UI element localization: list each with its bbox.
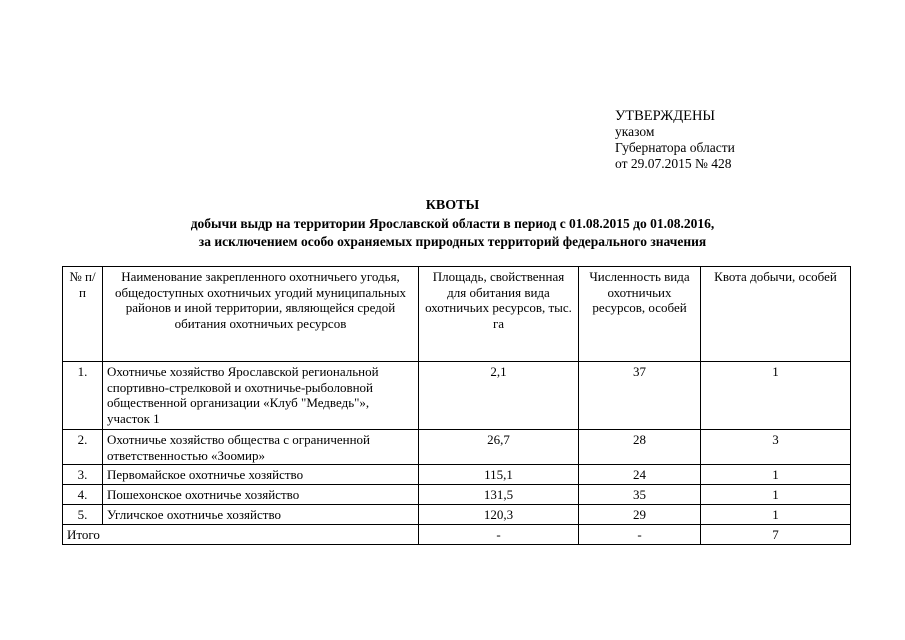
row-count: 29 xyxy=(579,505,701,525)
row-quota: 1 xyxy=(701,505,851,525)
row-name: Охотничье хозяйство Ярославской региональной спортивно-стрелковой и охотничье-рыболовной общественной организации «Клуб "Медведь"», участок 1 xyxy=(103,362,419,430)
table-header-row xyxy=(63,267,851,362)
total-quota: 7 xyxy=(701,525,851,545)
row-count: 37 xyxy=(579,362,701,430)
total-area: - xyxy=(419,525,579,545)
row-num: 1. xyxy=(63,362,103,430)
row-area: 2,1 xyxy=(419,362,579,430)
header-name: Наименование закрепленного охотничьего угодья, общедоступных охотничьих угодий муниципальных районов и иной территории, являющейся средой обитания охотничьих ресурсов xyxy=(103,267,419,362)
row-count: 35 xyxy=(579,485,701,505)
row-quota: 1 xyxy=(701,465,851,485)
row-quota: 1 xyxy=(701,485,851,505)
document-heading xyxy=(0,197,905,251)
approval-date: от 29.07.2015 № 428 xyxy=(615,156,732,171)
table-row xyxy=(63,485,851,505)
row-area: 120,3 xyxy=(419,505,579,525)
row-num: 4. xyxy=(63,485,103,505)
table-total-row xyxy=(63,525,851,545)
row-quota: 1 xyxy=(701,362,851,430)
quota-table xyxy=(62,266,851,545)
total-count: - xyxy=(579,525,701,545)
row-count: 24 xyxy=(579,465,701,485)
row-name: Охотничье хозяйство общества с ограниченной ответственностью «Зоомир» xyxy=(103,430,419,465)
header-area: Площадь, свойственная для обитания вида охотничьих ресурсов, тыс. га xyxy=(419,267,579,362)
table-row xyxy=(63,465,851,485)
approval-governor: Губернатора области xyxy=(615,140,735,155)
document-title: КВОТЫ xyxy=(425,198,480,213)
row-quota: 3 xyxy=(701,430,851,465)
row-area: 26,7 xyxy=(419,430,579,465)
header-quota: Квота добычи, особей xyxy=(701,267,851,362)
approval-decree: указом xyxy=(615,124,655,139)
approval-block xyxy=(615,108,735,172)
document-subtitle-line1: добычи выдр на территории Ярославской области в период с 01.08.2015 до 01.08.2016, xyxy=(190,216,715,231)
row-num: 2. xyxy=(63,430,103,465)
header-num: № п/п xyxy=(63,267,103,362)
table-row xyxy=(63,362,851,430)
row-count: 28 xyxy=(579,430,701,465)
approval-title: УТВЕРЖДЕНЫ xyxy=(615,108,716,124)
row-name: Первомайское охотничье хозяйство xyxy=(103,465,419,485)
total-label: Итого xyxy=(63,525,419,545)
row-name: Пошехонское охотничье хозяйство xyxy=(103,485,419,505)
table-row xyxy=(63,430,851,465)
row-name: Угличское охотничье хозяйство xyxy=(103,505,419,525)
table-row xyxy=(63,505,851,525)
header-count: Численность вида охотничьих ресурсов, особей xyxy=(579,267,701,362)
row-area: 115,1 xyxy=(419,465,579,485)
row-num: 3. xyxy=(63,465,103,485)
row-num: 5. xyxy=(63,505,103,525)
document-subtitle-line2: за исключением особо охраняемых природных территорий федерального значения xyxy=(198,234,707,249)
row-area: 131,5 xyxy=(419,485,579,505)
